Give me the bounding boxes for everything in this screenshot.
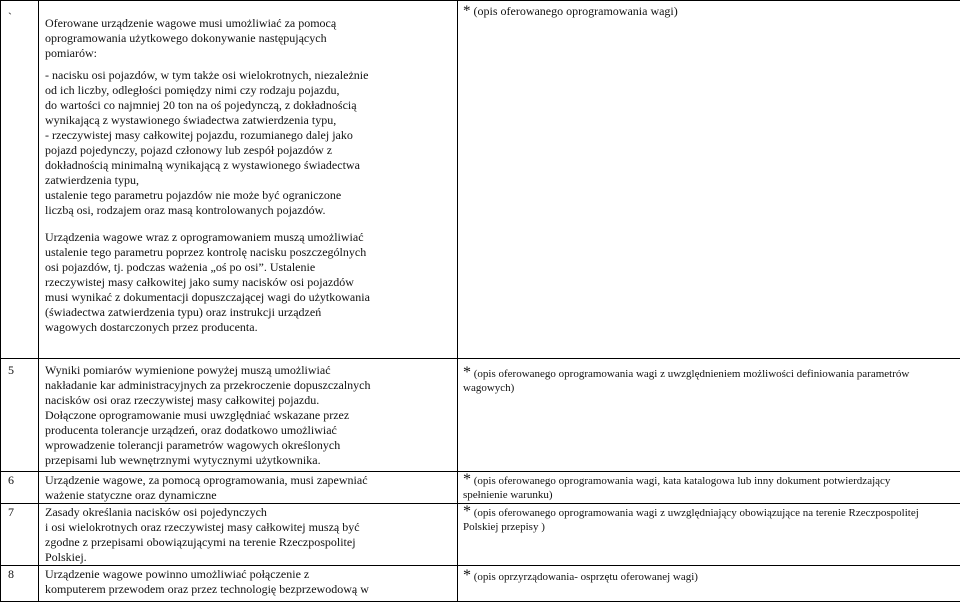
table-row xyxy=(1,359,960,472)
offer-description-cell[interactable] xyxy=(458,504,960,566)
asterisk-marker: * xyxy=(463,364,471,381)
placeholder-note xyxy=(463,4,956,19)
text-line: Urządzenie wagowe powinno umożliwiać połączenie z xyxy=(45,567,453,582)
text-line: liczbą osi, rodzajem oraz masą kontrolowanych pojazdów. xyxy=(45,203,453,218)
row-number: 7 xyxy=(1,504,39,566)
text-line: spełnienie warunku) xyxy=(463,488,956,502)
text-line: przepisami lub wewnętrznymi wytycznymi użytkownika. xyxy=(45,453,453,468)
text-line: nacisków osi oraz rzeczywistej masy całkowitej pojazdu. xyxy=(45,393,453,408)
text-line: Polskiej przepisy ) xyxy=(463,520,956,534)
text-line: Wyniki pomiarów wymienione powyżej muszą umożliwiać xyxy=(45,363,453,378)
row-number: 5 xyxy=(1,359,39,472)
text-line: ważenie statyczne oraz dynamiczne xyxy=(45,488,453,503)
table-row xyxy=(1,504,960,566)
table-row xyxy=(1,1,960,359)
offer-description-cell[interactable] xyxy=(458,566,960,602)
text-line: rzeczywistej masy całkowitej jako sumy nacisków osi pojazdów xyxy=(45,275,453,290)
text-line: Zasady określania nacisków osi pojedynczych xyxy=(45,505,453,520)
text-line: ustalenie tego parametru pojazdów nie może być ograniczone xyxy=(45,188,453,203)
requirement-cell xyxy=(39,566,458,602)
text-line: (opis oferowanego oprogramowania wagi z uwzględnieniem możliwości definiowania parametrów xyxy=(474,368,910,380)
row-number: ` xyxy=(1,1,39,359)
placeholder-note xyxy=(463,569,956,584)
text-line: od ich liczby, odległości pomiędzy nimi czy rodzaju pojazdu, xyxy=(45,83,453,98)
text-line: - rzeczywistej masy całkowitej pojazdu, rozumianego dalej jako xyxy=(45,128,453,143)
row-number: 6 xyxy=(1,472,39,504)
offer-description-cell[interactable] xyxy=(458,359,960,472)
placeholder-note xyxy=(463,366,956,381)
text-line: pojazd pojedynczy, pojazd członowy lub zespół pojazdów z xyxy=(45,143,453,158)
text-line: - nacisku osi pojazdów, w tym także osi wielokrotnych, niezależnie xyxy=(45,68,453,83)
text-line: wagowych dostarczonych przez producenta. xyxy=(45,320,453,335)
asterisk-marker: * xyxy=(463,567,471,584)
table-row xyxy=(1,566,960,602)
text-line: dokładnością minimalną wynikającą z wystawionego świadectwa xyxy=(45,158,453,173)
requirement-cell xyxy=(39,359,458,472)
text-line: komputerem przewodem oraz przez technologię bezprzewodową w xyxy=(45,582,453,597)
requirement-cell xyxy=(39,1,458,359)
placeholder-note xyxy=(463,505,956,520)
asterisk-marker: * xyxy=(463,3,471,19)
asterisk-marker: * xyxy=(463,503,471,520)
text-line: Dołączone oprogramowanie musi uwzględniać wskazane przez xyxy=(45,408,453,423)
text-line: Urządzenie wagowe, za pomocą oprogramowania, musi zapewniać xyxy=(45,473,453,488)
offer-description-cell[interactable] xyxy=(458,1,960,359)
text-line: wynikającą z wystawionego świadectwa zatwierdzenia typu, xyxy=(45,113,453,128)
text-line: do wartości co najmniej 20 ton na oś pojedynczą, z dokładnością xyxy=(45,98,453,113)
text-line: i osi wielokrotnych oraz rzeczywistej masy całkowitej muszą być xyxy=(45,520,453,535)
text-line: musi wynikać z dokumentacji dopuszczającej wagi do użytkowania xyxy=(45,290,453,305)
text-line: oprogramowania użytkowego dokonywanie następujących xyxy=(45,31,453,46)
requirement-cell xyxy=(39,504,458,566)
text-line: Oferowane urządzenie wagowe musi umożliwiać za pomocą xyxy=(45,16,453,31)
text-line: (opis oferowanego oprogramowania wagi z uwzględniający obowiązujące na terenie Rzeczpospolitej xyxy=(474,507,919,519)
text-line: ustalenie tego parametru poprzez kontrolę nacisku poszczególnych xyxy=(45,245,453,260)
text-line: (opis oferowanego oprogramowania wagi) xyxy=(474,4,678,18)
text-line: producenta tolerancje urządzeń, oraz dodatkowo umożliwiać xyxy=(45,423,453,438)
text-line: wagowych) xyxy=(463,381,956,395)
table-row xyxy=(1,472,960,504)
text-line: (opis oferowanego oprogramowania wagi, kata katalogowa lub inny dokument potwierdzający xyxy=(474,475,891,487)
text-line: nakładanie kar administracyjnych za przekroczenie dopuszczalnych xyxy=(45,378,453,393)
row-number: 8 xyxy=(1,566,39,602)
text-line: wprowadzenie tolerancji parametrów wagowych określonych xyxy=(45,438,453,453)
text-line: (opis oprzyrządowania- osprzętu oferowanej wagi) xyxy=(474,571,698,583)
text-line: pomiarów: xyxy=(45,46,453,61)
text-line: Urządzenia wagowe wraz z oprogramowaniem muszą umożliwiać xyxy=(45,230,453,245)
placeholder-note xyxy=(463,473,956,488)
text-line: zatwierdzenia typu, xyxy=(45,173,453,188)
text-line: Polskiej. xyxy=(45,550,453,565)
text-line: osi pojazdów, tj. podczas ważenia „oś po osi”. Ustalenie xyxy=(45,260,453,275)
text-line: zgodne z przepisami obowiązującymi na terenie Rzeczpospolitej xyxy=(45,535,453,550)
text-line: (świadectwa zatwierdzenia typu) oraz instrukcji urządzeń xyxy=(45,305,453,320)
offer-description-cell[interactable] xyxy=(458,472,960,504)
requirement-cell xyxy=(39,472,458,504)
asterisk-marker: * xyxy=(463,471,471,488)
